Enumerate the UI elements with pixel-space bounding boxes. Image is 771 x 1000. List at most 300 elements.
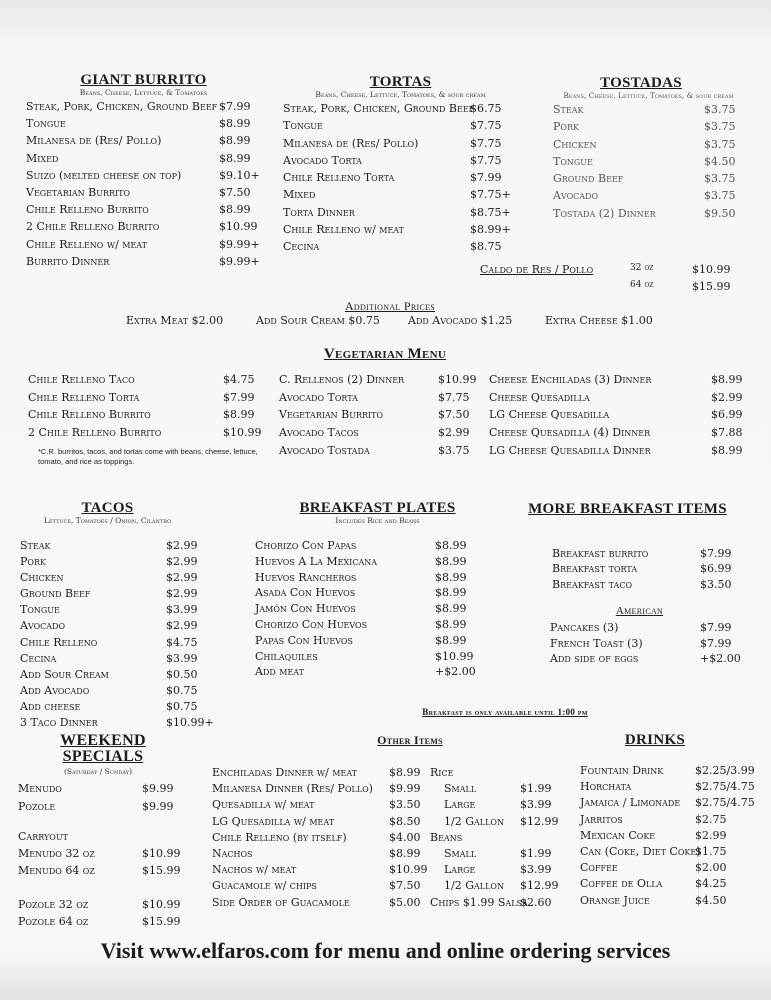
menu-item-name: 1/2 Gallon: [444, 879, 504, 893]
menu-item-name: Steak: [20, 539, 51, 552]
tostadas-section: [531, 75, 766, 224]
menu-item-price: $3.99: [166, 651, 198, 665]
menu-item-price: $2.00: [695, 861, 727, 875]
tostadas-title: TOSTADAS: [600, 75, 682, 91]
menu-item-name: Chile Relleno: [20, 635, 98, 649]
menu-item: [279, 408, 489, 426]
menu-item-price: $8.99: [711, 443, 743, 457]
menu-item-name: Breakfast taco: [552, 577, 633, 591]
giant-burrito-section: [26, 72, 271, 272]
menu-item-name: Chile Relleno Burrito: [26, 203, 149, 217]
menu-item-price: $7.75: [470, 119, 502, 133]
menu-item-price: $7.75: [438, 390, 470, 404]
menu-item-name: Jamaica / Limonade: [580, 796, 681, 810]
menu-item: [18, 864, 208, 881]
vegetarian-col-3: [489, 373, 764, 461]
menu-item-price: $2.99: [166, 587, 198, 601]
carryout-label: Carryout: [18, 830, 68, 843]
menu-item-name: Avocado: [20, 619, 66, 633]
menu-item-price: $9.99: [142, 800, 174, 813]
menu-item-price: $12.99: [520, 814, 559, 828]
menu-item: [430, 863, 575, 879]
menu-item-name: Chorizo Con Huevos: [255, 617, 368, 631]
menu-item-price: $4.00: [389, 830, 421, 844]
weekend-section: [18, 733, 208, 931]
menu-item: [255, 602, 515, 618]
caldo-section: [480, 263, 770, 297]
drinks-title: DRINKS: [624, 732, 686, 748]
menu-item-name: Milanesa de (Res/ Pollo): [283, 136, 419, 150]
menu-item: [283, 137, 523, 154]
menu-item: [552, 547, 765, 562]
menu-item-name: Chile Relleno Torta: [28, 390, 140, 404]
menu-item-price: $4.50: [695, 893, 727, 907]
menu-item-name: Suizo (melted cheese on top): [26, 168, 182, 182]
menu-item-name: Add Sour Cream: [20, 667, 109, 681]
menu-item-name: Pozole 32 oz: [18, 898, 89, 911]
menu-item: [279, 444, 489, 462]
menu-item-name: Jamón Con Huevos: [255, 602, 356, 616]
caldo-size: 64 oz: [630, 280, 654, 290]
menu-item-price: $8.75+: [470, 205, 511, 219]
menu-item-price: $3.75: [704, 120, 736, 134]
menu-item-name: Tongue: [553, 154, 593, 168]
menu-item-price: +$2.00: [700, 652, 741, 666]
breakfast-plates-section: [255, 500, 515, 681]
menu-item: [18, 898, 208, 915]
menu-item-price: $3.99: [520, 863, 552, 877]
menu-item-price: $8.99: [219, 151, 251, 165]
vegetarian-title: Vegetarian Menu: [323, 346, 447, 362]
menu-item-name: 3 Taco Dinner: [20, 716, 98, 730]
menu-item: [283, 171, 523, 188]
menu-item-price: $15.99: [142, 863, 181, 877]
menu-item-price: $2.99: [166, 571, 198, 585]
menu-item-name: Add side of eggs: [550, 652, 639, 666]
menu-item-name: Cheese Quesadilla: [489, 390, 590, 404]
menu-item-price: $7.50: [438, 408, 470, 422]
menu-item-price: $6.99: [711, 408, 743, 422]
menu-item-name: Asada Con Huevos: [255, 586, 356, 600]
menu-item: [552, 562, 765, 577]
menu-item-name: Avocado Tostada: [279, 443, 370, 457]
footer-website: Visit www.elfaros.com for menu and online ordering services: [100, 938, 671, 963]
menu-item-name: Orange Juice: [580, 893, 650, 907]
menu-item: [255, 634, 515, 650]
menu-item-name: Chorizo Con Papas: [255, 539, 357, 552]
menu-item-price: $7.75+: [470, 188, 511, 202]
menu-item-name: Nachos w/ meat: [212, 863, 297, 877]
menu-item-price: $0.50: [166, 667, 198, 681]
menu-item: [283, 119, 523, 136]
menu-item: [20, 636, 220, 652]
menu-item-name: Pozole: [18, 800, 56, 813]
menu-item-name: Steak, Pork, Chicken, Ground Beef: [283, 102, 475, 115]
menu-item: [553, 120, 766, 137]
menu-item-price: $8.99: [219, 134, 251, 148]
menu-item: [20, 716, 220, 732]
menu-item-name: Horchata: [580, 780, 632, 794]
menu-item: [553, 207, 766, 224]
tacos-section: [20, 500, 220, 732]
menu-item-price: $3.75: [704, 189, 736, 203]
menu-item-name: French Toast (3): [550, 636, 643, 650]
menu-item: [550, 637, 765, 653]
menu-item-name: Burrito Dinner: [26, 254, 110, 268]
menu-item: [283, 223, 523, 240]
menu-item: [26, 169, 271, 186]
menu-item-price: $3.75: [704, 103, 736, 116]
menu-item: [26, 238, 271, 255]
menu-item-price: $9.99: [389, 782, 421, 796]
menu-item: [26, 134, 271, 151]
menu-item: [20, 684, 220, 700]
breakfast-plates-title: BREAKFAST PLATES: [299, 500, 456, 516]
menu-item: [552, 578, 765, 593]
menu-item-name: Add cheese: [20, 699, 81, 713]
menu-item-name: Avocado Torta: [279, 390, 358, 404]
menu-item-name: Jarritos: [580, 812, 623, 826]
menu-item: [20, 603, 220, 619]
menu-item-price: $3.75: [704, 172, 736, 186]
menu-item-price: $8.99: [389, 846, 421, 860]
breakfast-note: Breakfast is only available until 1:00 pm: [422, 707, 588, 717]
menu-item: [26, 203, 271, 220]
menu-item: [20, 652, 220, 668]
menu-item: [580, 813, 770, 829]
menu-item-name: Coffee: [580, 861, 618, 875]
menu-item-price: $3.75: [438, 443, 470, 457]
menu-item: [212, 896, 427, 912]
menu-item-name: Chile Relleno w/ meat: [283, 223, 404, 237]
menu-item-name: Cecina: [283, 240, 320, 254]
menu-item-name: Chile Relleno Torta: [283, 171, 395, 185]
more-breakfast-title: MORE BREAKFAST ITEMS: [528, 501, 727, 517]
menu-item-price: $10.99: [435, 649, 474, 663]
menu-item: [430, 815, 575, 831]
menu-item-price: $10.99: [142, 847, 181, 860]
menu-item-name: Steak: [553, 103, 584, 116]
menu-item-name: Chile Relleno Taco: [28, 373, 135, 386]
menu-item-name: Chips $1.99 Salsa: [430, 895, 528, 909]
tacos-title: TACOS: [81, 500, 134, 516]
menu-item-name: Pork: [20, 555, 46, 569]
menu-item: [580, 845, 770, 861]
menu-item: [28, 408, 273, 426]
menu-item-price: $8.99: [435, 539, 467, 552]
menu-item-name: Add meat: [255, 665, 304, 679]
menu-item-price: $8.99: [435, 633, 467, 647]
menu-item: [550, 652, 765, 668]
menu-item-price: $8.50: [389, 814, 421, 828]
menu-item-price: $10.99: [219, 220, 258, 234]
menu-item: [212, 879, 427, 895]
menu-item: [18, 915, 208, 932]
menu-item-name: Steak, Pork, Chicken, Ground Beef: [26, 100, 218, 113]
menu-item: [18, 782, 208, 800]
menu-item: [212, 863, 427, 879]
menu-item-price: $7.75: [470, 153, 502, 167]
menu-item-price: $1.99: [520, 846, 552, 860]
extra-price-item: Extra Cheese $1.00: [545, 314, 653, 327]
menu-item-price: $8.99: [711, 373, 743, 386]
menu-item-name: Menudo: [18, 782, 62, 795]
menu-item-price: $4.75: [223, 373, 255, 386]
menu-item: [20, 619, 220, 635]
menu-item-price: $8.99: [223, 408, 255, 421]
menu-item-name: Cecina: [20, 651, 57, 665]
menu-item: [580, 829, 770, 845]
menu-item-price: $0.75: [166, 699, 198, 713]
menu-item: [26, 220, 271, 237]
menu-item: [489, 426, 764, 444]
menu-item-name: Large: [444, 798, 476, 812]
menu-item: [580, 877, 770, 893]
menu-item: [20, 539, 220, 555]
menu-item: [283, 102, 523, 119]
menu-item-name: Torta Dinner: [283, 205, 355, 219]
menu-item: [18, 847, 208, 864]
menu-item-price: $9.50: [704, 206, 736, 220]
menu-item: [553, 172, 766, 189]
menu-item-name: Mexican Coke: [580, 828, 656, 842]
tortas-title: TORTAS: [369, 74, 432, 90]
other-items-sides: [430, 766, 575, 912]
menu-item-price: $8.99: [389, 766, 421, 779]
menu-item-name: Small: [444, 782, 477, 796]
menu-item-price: $7.99: [700, 547, 732, 560]
menu-item-name: Breakfast burrito: [552, 547, 649, 560]
vegetarian-note: *C.R. burritos, tacos, and tortas come with beans, cheese, lettuce, tomato, and rice as toppings.: [38, 447, 258, 466]
menu-item-name: LG Quesadilla w/ meat: [212, 814, 335, 828]
menu-item-price: $4.25: [695, 877, 727, 891]
menu-item-price: $7.50: [219, 185, 251, 199]
menu-item-name: Cheese Enchiladas (3) Dinner: [489, 373, 652, 386]
menu-item-price: $15.99: [142, 914, 181, 928]
menu-item-name: Nachos: [212, 846, 253, 860]
menu-item-name: Chile Relleno (by itself): [212, 830, 347, 844]
menu-item-name: Chilaquiles: [255, 649, 318, 663]
menu-item: [20, 587, 220, 603]
menu-item-price: $6.99: [700, 562, 732, 576]
menu-item-price: $10.99: [389, 863, 428, 877]
menu-item: [430, 879, 575, 895]
menu-item: [28, 391, 273, 409]
menu-item-price: $8.99: [219, 203, 251, 217]
menu-item-price: $7.50: [389, 879, 421, 893]
giant-burrito-title: GIANT BURRITO: [80, 72, 207, 88]
menu-item: [28, 373, 273, 391]
menu-item-name: Breakfast torta: [552, 562, 638, 576]
menu-item-price: $3.99: [166, 603, 198, 617]
menu-item: [553, 103, 766, 120]
menu-item-price: $2.75/4.75: [695, 780, 755, 794]
menu-item: [26, 255, 271, 272]
menu-item-name: Chile Relleno w/ meat: [26, 237, 147, 251]
menu-item: [255, 539, 515, 555]
menu-item: [279, 373, 489, 391]
menu-item-price: $2.99: [711, 390, 743, 404]
menu-item-price: $0.75: [166, 683, 198, 697]
menu-item-price: $10.99: [223, 425, 262, 439]
menu-item-name: Can (Coke, Diet Coke): [580, 844, 701, 858]
menu-item-name: C. Rellenos (2) Dinner: [279, 373, 405, 386]
menu-item-price: +$2.00: [435, 665, 476, 679]
menu-item: [550, 621, 765, 637]
menu-item-price: $2.99: [166, 555, 198, 569]
menu-item: [580, 796, 770, 812]
menu-item-price: $10.99: [142, 898, 181, 911]
menu-item: [20, 668, 220, 684]
menu-item-name: Menudo 32 oz: [18, 847, 95, 860]
menu-item: [26, 117, 271, 134]
menu-item: [212, 798, 427, 814]
menu-item: [26, 100, 271, 117]
menu-item-price: $9.99+: [219, 254, 260, 268]
menu-item-price: $2.75/4.75: [695, 796, 755, 810]
menu-item-price: $3.75: [704, 137, 736, 151]
menu-item: [580, 894, 770, 910]
menu-item-name: Vegetarian Burrito: [26, 185, 131, 199]
giant-burrito-subtitle: Beans, Cheese, Lettuce, & Tomatoes: [79, 88, 208, 97]
menu-item-name: Beans: [430, 830, 463, 844]
menu-item-price: $8.99: [435, 554, 467, 568]
menu-item-price: $2.75: [695, 812, 727, 826]
menu-item: [489, 373, 764, 391]
menu-item-name: Avocado Torta: [283, 153, 362, 167]
menu-item-name: Mixed: [26, 151, 59, 165]
menu-item-name: LG Cheese Quesadilla: [489, 408, 610, 422]
menu-item: [580, 861, 770, 877]
menu-item: [255, 571, 515, 587]
menu-item-name: Chile Relleno Burrito: [28, 408, 151, 421]
menu-item: [18, 800, 208, 818]
american-title: American: [615, 604, 664, 617]
menu-item-price: $3.50: [700, 577, 732, 591]
menu-item: [430, 831, 575, 847]
menu-item: [430, 798, 575, 814]
menu-item-price: $8.99: [219, 117, 251, 131]
menu-item: [580, 780, 770, 796]
menu-item-name: Quesadilla w/ meat: [212, 798, 315, 812]
menu-item-name: Menudo 64 oz: [18, 863, 95, 877]
drinks-section: [580, 732, 770, 910]
tacos-subtitle: Lettuce, Tomatoes / Onion, Cilantro: [43, 516, 172, 525]
menu-item-name: Guacamole w/ chips: [212, 879, 317, 893]
menu-item-name: Pork: [553, 120, 579, 134]
weekend-title: WEEKEND SPECIALS: [60, 732, 146, 765]
menu-item: [26, 186, 271, 203]
extra-price-item: Add Sour Cream $0.75: [256, 314, 380, 327]
menu-item-price: $8.99: [435, 570, 467, 584]
caldo-label: Caldo de Res / Pollo: [480, 263, 594, 276]
menu-item: [212, 766, 427, 782]
menu-item: [255, 665, 515, 681]
menu-item-price: $3.99: [520, 798, 552, 812]
menu-item-name: Chicken: [20, 571, 64, 585]
other-items-section: [212, 766, 427, 912]
menu-item-price: $3.50: [389, 798, 421, 812]
menu-item-name: 2 Chile Relleno Burrito: [28, 425, 162, 439]
menu-item-price: $8.99: [435, 617, 467, 631]
menu-item-name: LG Cheese Quesadilla Dinner: [489, 443, 651, 457]
menu-item: [283, 206, 523, 223]
menu-item-price: $7.99: [700, 620, 732, 634]
menu-item-name: Vegetarian Burrito: [279, 408, 384, 422]
menu-item: [212, 815, 427, 831]
menu-item-name: Chicken: [553, 137, 597, 151]
tortas-subtitle: Beans, Cheese, Lettuce, Tomatoes, & sour cream: [315, 90, 486, 99]
tostadas-subtitle: Beans, Cheese, Lettuce, Tomatoes, & sour cream: [563, 91, 734, 100]
caldo-size: 32 oz: [630, 263, 654, 273]
menu-item-name: Ground Beef: [553, 172, 624, 186]
menu-item: [255, 555, 515, 571]
menu-item-price: $7.99: [700, 636, 732, 650]
menu-item-price: $8.75: [470, 240, 502, 254]
menu-item-name: Side Order of Guacamole: [212, 895, 350, 909]
menu-item-name: Milanesa Dinner (Res/ Pollo): [212, 782, 373, 796]
menu-item: [20, 700, 220, 716]
caldo-row-1: [480, 263, 770, 280]
menu-item-name: Small: [444, 846, 477, 860]
menu-item-name: Tongue: [20, 603, 60, 617]
menu-item-name: Enchiladas Dinner w/ meat: [212, 766, 358, 779]
other-items-title: Other Items: [377, 733, 443, 747]
extra-price-item: Extra Meat $2.00: [126, 314, 224, 327]
menu-item: [430, 782, 575, 798]
menu-item-name: Mixed: [283, 188, 316, 202]
more-breakfast-section: [520, 501, 765, 668]
menu-item-name: Pozole 64 oz: [18, 914, 89, 928]
weekend-subtitle: (Saturday / Sunday): [63, 767, 133, 776]
menu-item-price: $2.60: [520, 895, 552, 909]
menu-item-price: $7.75: [470, 136, 502, 150]
menu-item-name: Avocado: [553, 189, 599, 203]
menu-item-name: Add Avocado: [20, 683, 90, 697]
menu-item: [489, 391, 764, 409]
menu-item-price: $7.99: [223, 390, 255, 404]
menu-item: [283, 154, 523, 171]
menu-item-name: Ground Beef: [20, 587, 91, 601]
menu-item-name: Avocado Tacos: [279, 426, 359, 440]
menu-item: [28, 426, 273, 444]
menu-item-name: Tostada (2) Dinner: [553, 206, 656, 220]
menu-item-price: $10.99: [438, 373, 477, 386]
menu-item-price: $2.99: [166, 539, 198, 552]
extra-price-item: Add Avocado $1.25: [408, 314, 513, 327]
menu-item-price: $9.10+: [219, 168, 260, 182]
menu-item-price: $8.99: [435, 602, 467, 616]
menu-item: [255, 586, 515, 602]
menu-item-name: Huevos A La Mexicana: [255, 554, 378, 568]
menu-item-price: $2.99: [695, 828, 727, 842]
menu-item: [553, 138, 766, 155]
menu-item-price: $10.99+: [166, 716, 214, 730]
menu-item-name: 2 Chile Relleno Burrito: [26, 220, 160, 234]
menu-item-name: Fountain Drink: [580, 764, 664, 777]
menu-item-name: 1/2 Gallon: [444, 814, 504, 828]
menu-item: [553, 155, 766, 172]
menu-item: [279, 391, 489, 409]
menu-item-name: Cheese Quesadilla (4) Dinner: [489, 426, 651, 440]
menu-item-price: $1.75: [695, 844, 727, 858]
menu-item-price: $7.99: [470, 171, 502, 185]
menu-item: [212, 782, 427, 798]
menu-item: [553, 189, 766, 206]
menu-item: [430, 847, 575, 863]
menu-item-price: $4.75: [166, 635, 198, 649]
menu-item-name: Papas Con Huevos: [255, 633, 353, 647]
